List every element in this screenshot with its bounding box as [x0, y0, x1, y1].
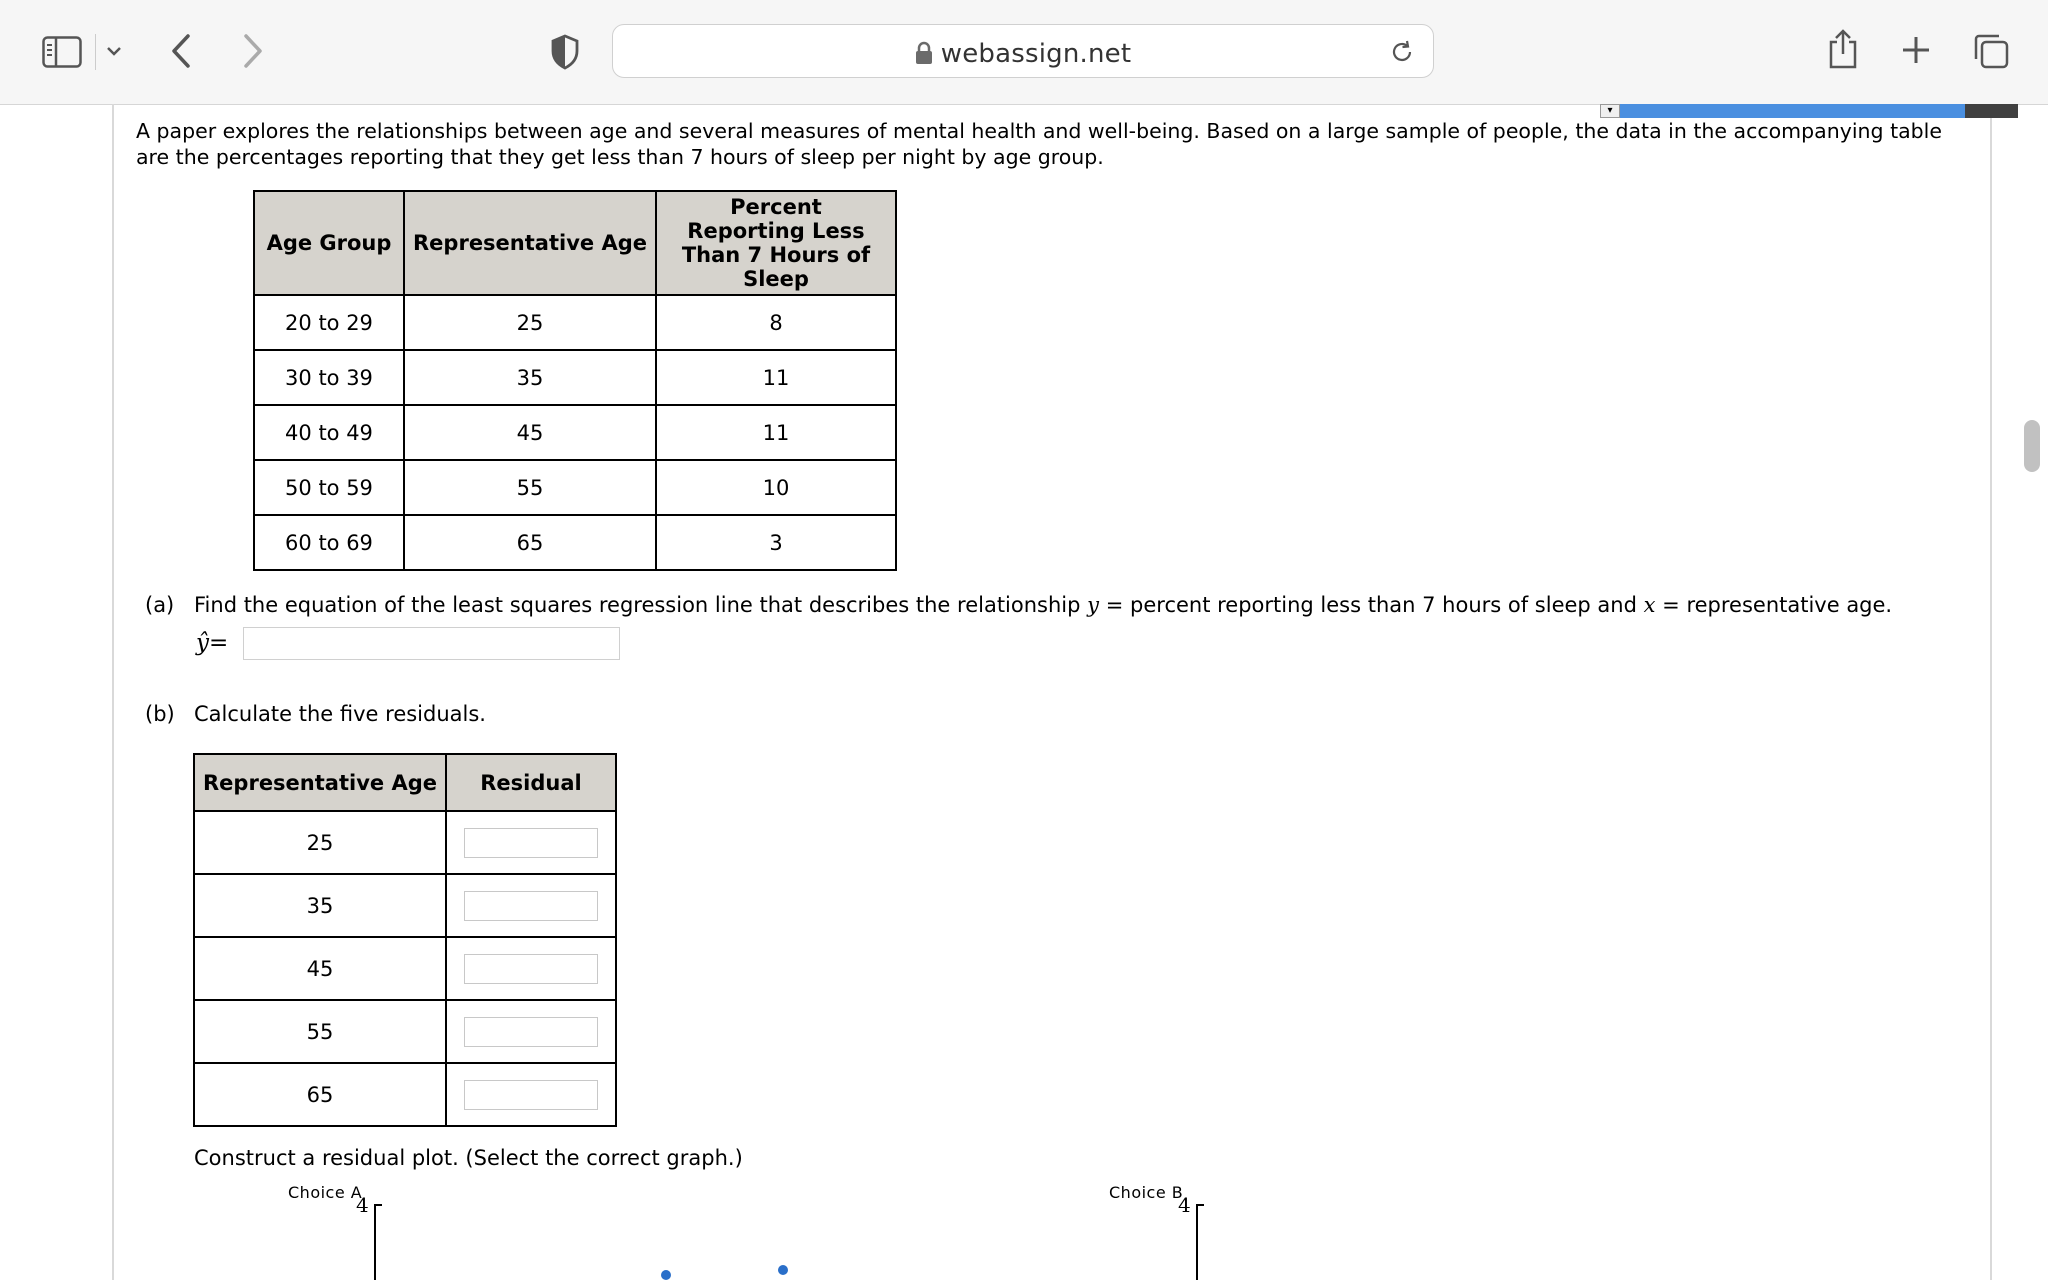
part-b-label: (b) [145, 702, 175, 726]
choice-a-label: Choice A [288, 1183, 363, 1202]
rep-age-cell: 35 [404, 350, 656, 405]
choice-a-y-tick: 4 [356, 1193, 369, 1217]
age-group-cell: 30 to 39 [254, 350, 404, 405]
choice-a-y-axis [374, 1204, 376, 1280]
y-hat-label [196, 630, 228, 656]
residual-input[interactable] [464, 1080, 598, 1110]
table-row [254, 405, 896, 460]
choice-b-label: Choice B [1109, 1183, 1184, 1202]
choice-a-y-tick-mark [374, 1204, 382, 1206]
residual-cell [446, 874, 616, 937]
part-a-text: Find the equation of the least squares regression line that describes the relationship [194, 593, 1081, 617]
col-representative-age: Representative Age [404, 191, 656, 295]
choice-b-y-tick-mark [1196, 1204, 1204, 1206]
percent-cell: 3 [656, 515, 896, 570]
residual-input[interactable] [464, 828, 598, 858]
question-intro: A paper explores the relationships between age and several measures of mental health and well-being. Based on a large sample of people, the data in the accompanying table are the percentages reporting that they get less than 7 hours of sleep per night by age group. [136, 119, 1942, 169]
col-percent-less-7: Percent Reporting Less Than 7 Hours of Sleep [656, 191, 896, 295]
col-representative-age: Representative Age [194, 754, 446, 811]
residual-input[interactable] [464, 954, 598, 984]
y-hat-symbol: ŷ [196, 630, 209, 656]
rep-age-cell: 55 [194, 1000, 446, 1063]
url-text: webassign.net [940, 39, 1132, 69]
residual-cell [446, 811, 616, 874]
age-group-cell: 50 to 59 [254, 460, 404, 515]
equals-sign: = [1662, 593, 1680, 617]
rep-age-cell: 45 [194, 937, 446, 1000]
table-row [194, 1063, 616, 1126]
choice-a-point [661, 1270, 671, 1280]
table-header-row [254, 191, 896, 295]
age-group-cell: 60 to 69 [254, 515, 404, 570]
part-b-prompt: Calculate the five residuals. [194, 702, 486, 726]
rep-age-cell: 55 [404, 460, 656, 515]
table-row [254, 515, 896, 570]
y-definition: percent reporting less than 7 hours of sleep and [1130, 593, 1637, 617]
panel-dropdown-toggle[interactable]: ▾ [1600, 104, 1620, 118]
percent-cell: 10 [656, 460, 896, 515]
rep-age-cell: 35 [194, 874, 446, 937]
y-hat-equals: = [209, 630, 229, 656]
residual-plot-prompt: Construct a residual plot. (Select the correct graph.) [194, 1146, 743, 1170]
table-row [194, 937, 616, 1000]
residual-cell [446, 1000, 616, 1063]
sleep-data-table [253, 190, 897, 571]
rep-age-cell: 45 [404, 405, 656, 460]
table-row [254, 295, 896, 350]
residual-input[interactable] [464, 1017, 598, 1047]
table-row [194, 874, 616, 937]
age-group-cell: 20 to 29 [254, 295, 404, 350]
y-variable: y [1087, 593, 1100, 617]
rep-age-cell: 25 [194, 811, 446, 874]
equals-sign: = [1105, 593, 1124, 617]
residual-input[interactable] [464, 891, 598, 921]
table-row [254, 460, 896, 515]
residual-table [193, 753, 617, 1127]
residual-cell [446, 1063, 616, 1126]
rep-age-cell: 65 [194, 1063, 446, 1126]
table-row [194, 811, 616, 874]
table-row [194, 1000, 616, 1063]
regression-equation-input[interactable] [243, 627, 620, 660]
rep-age-cell: 25 [404, 295, 656, 350]
residual-cell [446, 937, 616, 1000]
choice-a-point [778, 1265, 788, 1275]
choice-b-y-tick: 4 [1178, 1193, 1191, 1217]
rep-age-cell: 65 [404, 515, 656, 570]
col-residual: Residual [446, 754, 616, 811]
percent-cell: 8 [656, 295, 896, 350]
percent-cell: 11 [656, 405, 896, 460]
choice-b-y-axis [1196, 1204, 1198, 1280]
col-age-group: Age Group [254, 191, 404, 295]
age-group-cell: 40 to 49 [254, 405, 404, 460]
part-a-label: (a) [145, 593, 175, 617]
x-definition: representative age. [1686, 593, 1893, 617]
part-a-prompt [194, 592, 1892, 618]
x-variable: x [1643, 593, 1656, 617]
percent-cell: 11 [656, 350, 896, 405]
table-header-row [194, 754, 616, 811]
table-row [254, 350, 896, 405]
